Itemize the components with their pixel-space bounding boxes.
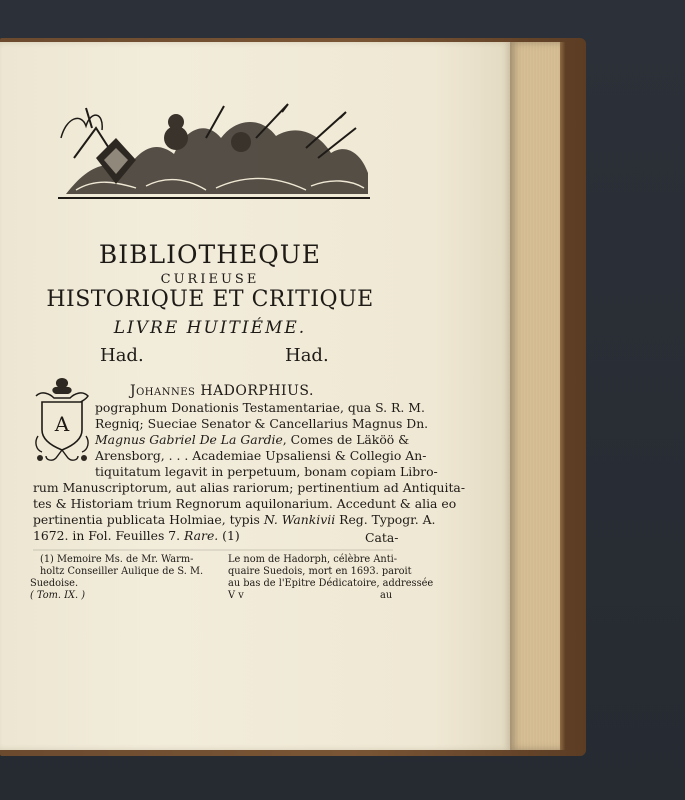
title-bibliotheque: BIBLIOTHEQUE: [98, 240, 322, 269]
line-segment: N. Wankivii: [263, 512, 336, 527]
paragraph-line: [95, 448, 426, 464]
initial-letter: A: [54, 412, 70, 436]
line-segment: tiquitatum legavit in perpetuum, bonam copiam Libro-: [95, 464, 438, 479]
entry-author: Johannes HADORPHIUS.: [130, 383, 314, 399]
line-segment: Arensborg, . . . Academiae Upsaliensi & Collegio An-: [95, 448, 427, 463]
line-segment: tes & Historiam trium Regnorum aquilonarium. Accedunt & alia eo: [33, 496, 457, 511]
paragraph-line: [33, 512, 436, 528]
paragraph-line: [95, 416, 428, 432]
footnote-line: Suedoise.: [30, 578, 79, 589]
paragraph-line: [33, 496, 456, 512]
catchword: Cata-: [365, 530, 399, 545]
footnote-line: (1) Memoire Ms. de Mr. Warm-: [40, 554, 194, 565]
running-head-right: Had.: [285, 345, 329, 366]
subtitle-curieuse: CURIEUSE: [160, 272, 260, 287]
footnote-line: holtz Conseiller Aulique de S. M.: [40, 566, 204, 577]
line-segment: pertinentia publicata Holmiae, typis: [33, 512, 264, 527]
line-segment: Regniq; Sueciae Senator & Cancellarius Magnus Dn.: [95, 416, 429, 431]
footnote-line: quaire Suedois, mort en 1693. paroit: [228, 566, 412, 577]
footnote-line: Le nom de Hadorph, célèbre Anti-: [228, 554, 398, 565]
volume-signature: ( Tom. IX. ): [30, 590, 86, 601]
page-fore-edge: [508, 42, 560, 750]
decorated-initial: [32, 376, 92, 468]
line-segment: pographum Donationis Testamentariae, qua S. R. M.: [95, 400, 425, 415]
gathering-mark: V v: [228, 590, 244, 601]
line-segment: Magnus Gabriel De La Gardie: [95, 432, 283, 447]
book-number: LIVRE HUITIÉME.: [113, 318, 307, 338]
footnote-line: au: [380, 590, 393, 601]
subtitle-historique-critique: HISTORIQUE ET CRITIQUE: [46, 287, 374, 312]
running-head-left: Had.: [100, 345, 144, 366]
paragraph-line: [95, 432, 409, 448]
paragraph-line: [33, 528, 240, 544]
line-segment: 1672. in Fol. Feuilles 7.: [33, 528, 185, 543]
line-segment: rum Manuscriptorum, aut alias rariorum; pertinentium ad Antiquita-: [33, 480, 466, 495]
paragraph-line: [95, 400, 425, 416]
line-segment: Reg. Typogr. A.: [335, 512, 436, 527]
footnote-line: au bas de l'Epitre Dédicatoire, addressée: [228, 578, 434, 589]
paragraph-line: [33, 480, 465, 496]
paragraph-line: [95, 464, 438, 480]
line-segment: Rare.: [184, 528, 219, 543]
line-segment: , Comes de Läköö &: [282, 432, 410, 447]
footnote-rule: [33, 548, 393, 552]
headpiece-ornament-icon: [56, 98, 372, 202]
line-segment: (1): [218, 528, 240, 543]
